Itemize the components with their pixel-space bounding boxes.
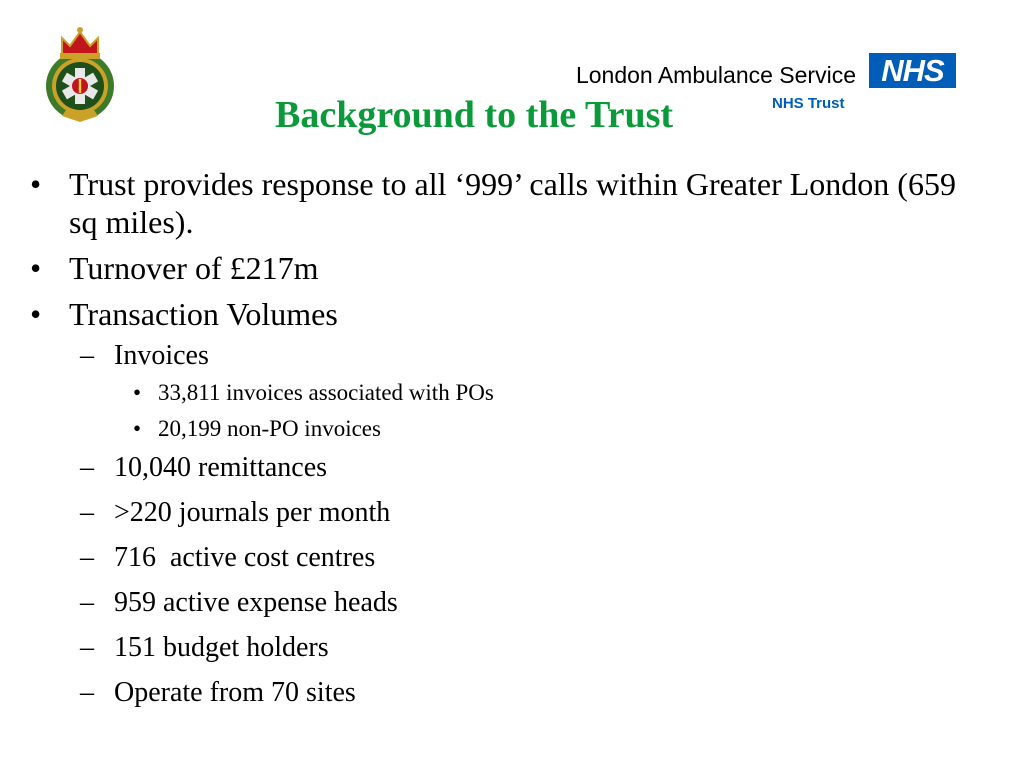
sub-bullet-budget-holders (30, 631, 990, 665)
slide-title: Background to the Trust (275, 94, 674, 136)
sub-bullet-remittances (30, 451, 990, 485)
nhs-logo (869, 53, 956, 88)
bullet-text: Trust provides response to all ‘999’ calls within Greater London (659 sq miles). (69, 166, 956, 240)
dash-marker: – (80, 497, 94, 528)
bullet-response-coverage (30, 165, 990, 241)
sub-bullet-sites (30, 676, 990, 710)
bullet-transaction-volumes (30, 295, 990, 333)
sub-sub-bullet-po-invoices (30, 379, 990, 407)
dash-marker: – (80, 677, 94, 708)
organisation-name: London Ambulance Service (575, 62, 856, 88)
sub-sub-bullet-text: 33,811 invoices associated with POs (158, 380, 494, 405)
dash-marker: – (80, 542, 94, 573)
sub-bullet-text: 959 active expense heads (114, 587, 398, 618)
dash-marker: – (80, 452, 94, 483)
ambulance-service-crest-icon (40, 24, 120, 124)
bullet-marker: • (30, 166, 42, 202)
sub-bullet-text: 10,040 remittances (114, 452, 328, 483)
sub-sub-bullet-non-po-invoices (30, 415, 990, 443)
sub-bullet-text: Invoices (114, 340, 209, 371)
sub-bullet-text: 151 budget holders (114, 632, 329, 663)
sub-bullet-journals (30, 496, 990, 530)
sub-bullet-expense-heads (30, 586, 990, 620)
sub-bullet-text: Operate from 70 sites (114, 677, 356, 708)
organisation-subtitle: NHS Trust (772, 95, 845, 112)
bullet-marker: • (30, 250, 42, 286)
nhs-logo-text: NHS (881, 53, 944, 88)
sub-bullet-invoices (30, 339, 990, 373)
sub-bullet-cost-centres (30, 541, 990, 575)
bullet-marker: • (30, 296, 42, 332)
bullet-text: Turnover of £217m (69, 250, 319, 286)
dash-marker: – (80, 587, 94, 618)
organisation-name-block (576, 61, 856, 89)
sub-bullet-text: >220 journals per month (114, 497, 391, 528)
dash-marker: – (80, 632, 94, 663)
dash-marker: – (80, 340, 94, 371)
bullet-turnover (30, 249, 990, 287)
sub-sub-bullet-text: 20,199 non-PO invoices (158, 416, 381, 441)
bullet-text: Transaction Volumes (69, 296, 338, 332)
sub-bullet-text: 716 active cost centres (114, 542, 376, 573)
bullet-marker: • (133, 416, 142, 441)
bullet-marker: • (133, 380, 142, 405)
slide-content (30, 165, 990, 721)
